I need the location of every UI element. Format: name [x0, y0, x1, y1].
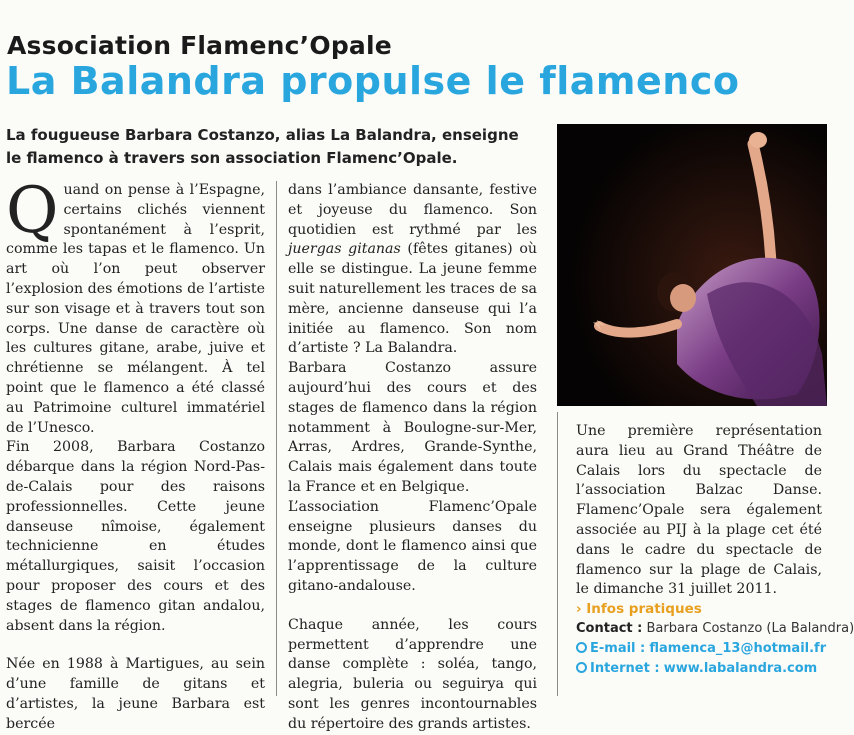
email-label: E-mail :	[590, 641, 645, 656]
column-rule-1	[276, 181, 277, 696]
web-link[interactable]: www.labalandra.com	[664, 661, 818, 676]
contact-row	[576, 619, 826, 639]
infos-box	[576, 599, 826, 679]
col1-p1: uand on pense à l’Espagne, certains clichés viennent spontanément à l’esprit, comme les tapas et le flamenco. Un art où l’on peut observer l’explosion des émotions de l’artiste sur son visage et à travers tout son corps. Une danse de caractère où les cultures gitane, arabe, juive et chrétienne se mélangent. À tel point que le flamenco a été classé au Patrimoine culturel immatériel de l’Unesco.	[6, 182, 265, 436]
col2-p1a: dans l’ambiance dansante, festive et joyeuse du flamenco. Son quotidien est rythmé par les	[288, 182, 537, 238]
col2-p3: L’association Flamenc’Opale enseigne plusieurs danses du monde, dont le flamenco ainsi que l’apprentissage de la culture gitano-andalouse.	[288, 498, 537, 597]
contact-label: Contact :	[576, 621, 642, 636]
infos-title-text: Infos pratiques	[586, 601, 702, 617]
column-3	[576, 422, 822, 582]
col2-p1-italic: juergas gitanas	[288, 241, 401, 257]
email-row	[576, 639, 826, 659]
col1-p3: Née en 1988 à Martigues, au sein d’une famille de gitans et d’artistes, la jeune Barbara est bercée	[6, 655, 265, 734]
chevron-right-icon: ›	[576, 601, 582, 617]
email-icon	[576, 642, 587, 653]
web-label: Internet :	[590, 661, 660, 676]
kicker: Association Flamenc’Opale	[7, 31, 392, 60]
col2-p2: Barbara Costanzo assure aujourd’hui des cours et des stages de flamenco dans la région notamment à Boulogne-sur-Mer, Arras, Ardres, Grande-Synthe, Calais mais également dans toute la France et en Belgique.	[288, 359, 537, 498]
column-1	[6, 181, 265, 696]
col1-p2: Fin 2008, Barbara Costanzo débarque dans la région Nord-Pas-de-Calais pour des raisons professionnelles. Cette jeune danseuse nîmoise, également technicienne en études métallurgiques, saisit l’occasion pour proposer des cours et des stages de flamenco gitan andalou, absent dans la région.	[6, 438, 265, 636]
web-row	[576, 659, 826, 679]
col3-p1: Une première représentation aura lieu au Grand Théâtre de Calais lors du spectacle de l’association Balzac Danse. Flamenc’Opale sera également associée au PIJ à la plage cet été dans le cadre du spectacle de flamenco sur la plage de Calais, le dimanche 31 juillet 2011.	[576, 422, 822, 600]
col2-p4: Chaque année, les cours permettent d’apprendre une danse complète : soléa, tango, alegria, buleria ou seguirya qui sont les genres incontournables du répertoire des grands artistes.	[288, 616, 537, 735]
dancer-photo	[557, 124, 827, 406]
drop-cap: Q	[6, 185, 58, 237]
headline: La Balandra propulse le flamenco	[6, 59, 739, 103]
lead-paragraph: La fougueuse Barbara Costanzo, alias La Balandra, enseigne le flamenco à travers son association Flamenc’Opale.	[6, 124, 536, 170]
column-2	[288, 181, 537, 696]
infos-title	[576, 599, 826, 619]
col2-p1b: (fêtes gitanes) où elle se distingue. La jeune femme suit naturellement les traces de sa mère, ancienne danseuse qui l’a initiée au flamenco. Son nom d’artiste ? La Balandra.	[288, 241, 537, 356]
contact-value: Barbara Costanzo (La Balandra)	[647, 621, 854, 636]
globe-icon	[576, 662, 587, 673]
column-rule-2	[557, 412, 558, 696]
dancer-illustration	[557, 124, 827, 406]
email-link[interactable]: flamenca_13@hotmail.fr	[649, 641, 826, 656]
